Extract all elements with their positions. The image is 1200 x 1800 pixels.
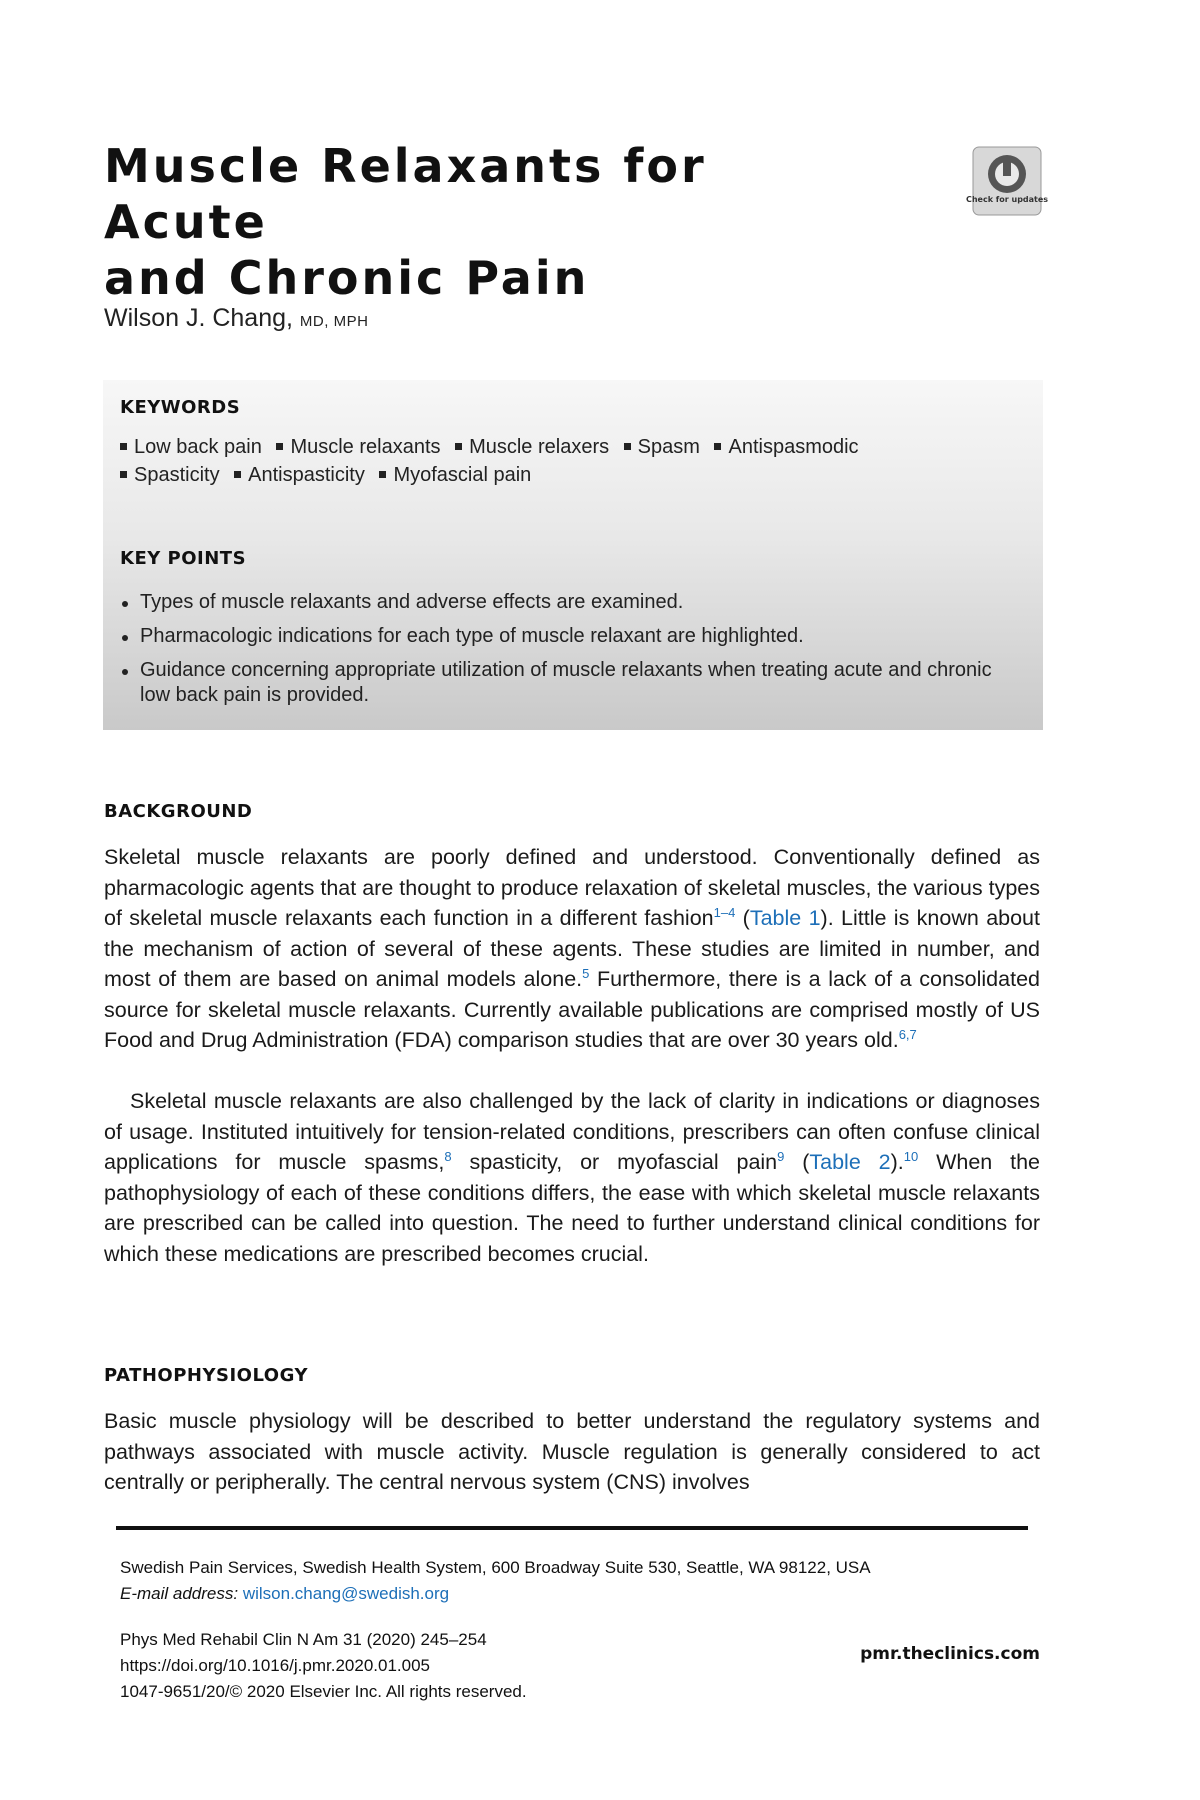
citation-link[interactable]: 8 <box>444 1148 452 1164</box>
key-point: Guidance concerning appropriate utilization of muscle relaxants when treating acute and chronic low back pain is provided. <box>120 658 1020 708</box>
citation-link[interactable]: 10 <box>903 1148 919 1164</box>
email-label: E-mail address: <box>120 1584 239 1603</box>
email-line <box>120 1584 449 1604</box>
keyword: Antispasmodic <box>728 436 859 458</box>
key-points-list <box>120 590 1020 717</box>
pathophysiology-paragraph: Basic muscle physiology will be described to better understand the regulatory systems and pathways associated with muscle activity. Muscle regulation is generally considered to act centrally or peripherally. The central nervous system (CNS) involves <box>104 1409 1040 1494</box>
bullet-square-icon <box>714 443 721 450</box>
citation-link[interactable]: 5 <box>582 965 590 981</box>
key-points-heading: KEY POINTS <box>120 548 247 569</box>
background-heading: BACKGROUND <box>104 801 253 822</box>
keyword: Antispasticity <box>248 464 365 486</box>
keyword: Muscle relaxants <box>290 436 441 458</box>
table-2-link[interactable]: Table 2 <box>809 1150 891 1174</box>
citation-link[interactable]: 1–4 <box>713 904 736 920</box>
bullet-square-icon <box>234 471 241 478</box>
keyword: Spasm <box>637 436 700 458</box>
keyword: Muscle relaxers <box>469 436 610 458</box>
keyword: Myofascial pain <box>393 464 532 486</box>
bullet-square-icon <box>120 443 127 450</box>
bullet-square-icon <box>276 443 283 450</box>
bullet-square-icon <box>120 471 127 478</box>
email-link[interactable]: wilson.chang@swedish.org <box>242 1584 450 1603</box>
key-point: Pharmacologic indications for each type of muscle relaxant are highlighted. <box>120 624 1020 649</box>
keyword: Spasticity <box>134 464 220 486</box>
table-1-link[interactable]: Table 1 <box>749 906 821 930</box>
crossmark-label: Check for updates <box>965 195 1049 204</box>
keywords-line-2 <box>120 464 540 487</box>
keywords-heading: KEYWORDS <box>120 397 241 418</box>
article-title <box>104 138 884 306</box>
key-point: Types of muscle relaxants and adverse effects are examined. <box>120 590 1020 615</box>
affiliation: Swedish Pain Services, Swedish Health System, 600 Broadway Suite 530, Seattle, WA 98122, USA <box>120 1558 871 1577</box>
background-paragraph-1: Skeletal muscle relaxants are poorly defined and understood. Conventionally defined as pharmacologic agents that are thought to produce relaxation of skeletal muscles, the various types of skeletal muscle relaxants each function in a different fashion$^{1-4}$ (Table 1). Little is known about the mechanism of action of several of these agents. These studies are limited in number, and most of them are based on animal models alone.$^5$ Furthermore, there is a lack of a consolidated source for skeletal muscle relaxants. Currently available publications are comprised mostly of US Food and Drug Administration (FDA) comparison studies that are over 30 years old.$^{6,7}$ <box>104 845 1040 1052</box>
author-name: Wilson J. Chang, <box>104 304 293 332</box>
keyword: Low back pain <box>134 436 262 458</box>
title-line-2: and Chronic Pain <box>104 251 590 305</box>
footer-divider <box>116 1526 1028 1530</box>
title-line-1: Muscle Relaxants for Acute <box>104 139 707 249</box>
bullet-square-icon <box>379 471 386 478</box>
doi-link[interactable]: https://doi.org/10.1016/j.pmr.2020.01.005 <box>120 1656 431 1675</box>
bullet-square-icon <box>455 443 462 450</box>
citation-link[interactable]: 6,7 <box>898 1026 917 1042</box>
author-credentials: MD, MPH <box>299 313 369 330</box>
keywords-line-1 <box>120 436 868 459</box>
citation-link[interactable]: 9 <box>777 1148 785 1164</box>
journal-citation: Phys Med Rehabil Clin N Am 31 (2020) 245–254 <box>120 1630 487 1649</box>
bullet-square-icon <box>624 443 631 450</box>
copyright: 1047-9651/20/© 2020 Elsevier Inc. All rights reserved. <box>120 1682 527 1701</box>
author-line <box>104 304 368 333</box>
crossmark-icon[interactable] <box>965 146 1049 216</box>
pathophysiology-heading: PATHOPHYSIOLOGY <box>104 1365 309 1386</box>
website-link[interactable]: pmr.theclinics.com <box>860 1644 1040 1664</box>
background-paragraph-2: Skeletal muscle relaxants are also challenged by the lack of clarity in indications or diagnoses of usage. Instituted intuitively for tension-related conditions, prescribers can often confuse clinical applications for muscle spasms,$^8$ spasticity, or myofascial pain$^9$ (Table 2).$^{10}$ When the pathophysiology of each of these conditions differs, the ease with which skeletal muscle relaxants are prescribed can be called into question. The need to further understand clinical conditions for which these medications are prescribed becomes crucial. <box>104 1089 1040 1266</box>
